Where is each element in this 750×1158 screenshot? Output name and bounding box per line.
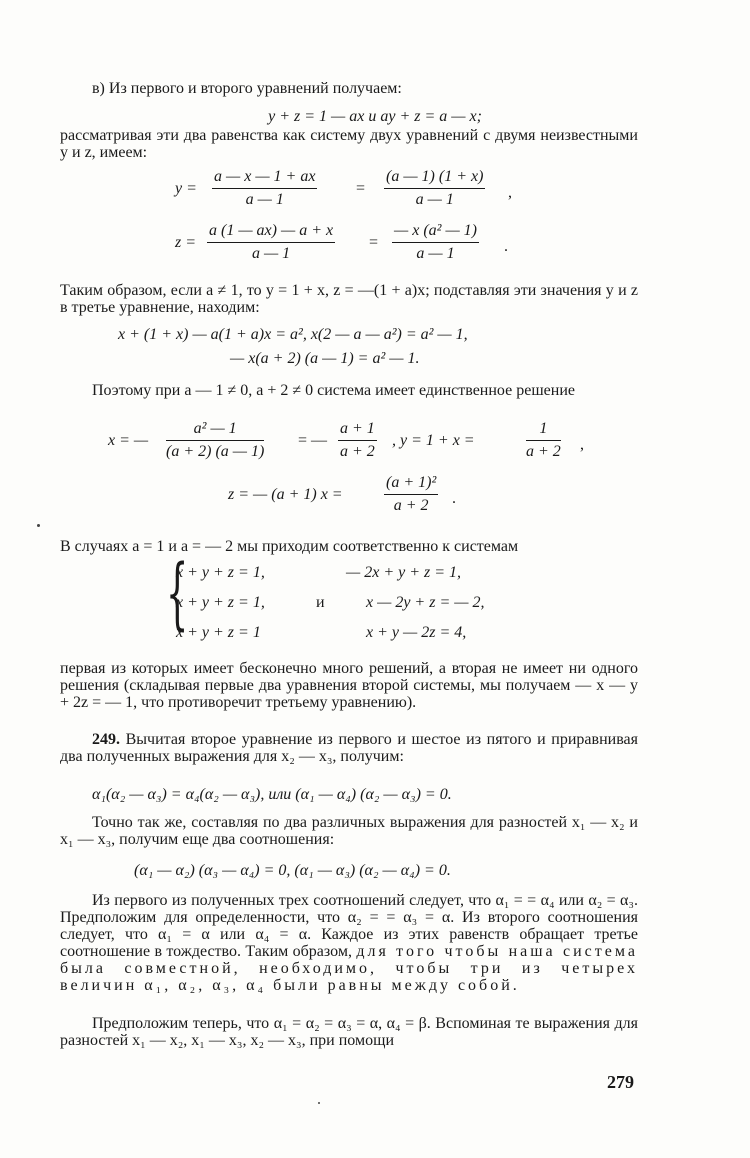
equation-alpha-2: (α₁ — α₂) (α₃ — α₄) = 0, (α₁ — α₃) (α₂ — α₄) = 0. [134, 862, 451, 879]
system-right-row: x + y — 2z = 4, [366, 624, 467, 641]
equation-sub-1: x + (1 + x) — a(1 + a)x = a², x(2 — a — a²) = a² — 1, [118, 326, 468, 343]
fraction [166, 420, 264, 461]
numerator: 1 [526, 420, 561, 441]
equation-yz: y + z = 1 — ax и ay + z = a — x; [268, 108, 482, 125]
system-right-row: — 2x + y + z = 1, [346, 564, 462, 581]
denominator: a + 2 [526, 443, 561, 460]
system-right-row: x — 2y + z = — 2, [366, 594, 485, 611]
fraction [338, 420, 377, 461]
paragraph-7-text: Из первого из полученных трех соотношений следует, что α₁ = = α₄ или α₂ = α₃. Предположим для определенности, что α₂ = = α₃ = α. Из второго соотношения следует, что α₁ = α или α₄ = α. Каждое из этих равенств обращает третье соотношение в тождество. Таким образом, [60, 892, 638, 960]
paragraph-4: В случаях a = 1 и a = — 2 мы приходим соответственно к системам [60, 538, 519, 555]
numerator: a — x — 1 + ax [212, 168, 317, 189]
item-label: в) [92, 80, 105, 97]
fraction [207, 222, 335, 263]
paragraph-6: Точно так же, составляя по два различных выражения для разностей x₁ — x₂ и x₁ — x₃, получим еще два соотношения: [60, 814, 638, 848]
fraction [526, 420, 561, 461]
equals-sign: = [356, 180, 366, 197]
denominator: a + 2 [393, 497, 429, 514]
paragraph-8: Предположим теперь, что α₁ = α₂ = α₃ = α, α₄ = β. Вспоминая те выражения для разностей x₁ — x₂, x₁ — x₃, x₂ — x₃, при помощи [60, 1015, 638, 1049]
equals-minus: = — [298, 432, 328, 449]
intro-text: Из первого и второго уравнений получаем: [108, 80, 402, 97]
denominator: (a + 2) (a — 1) [166, 443, 265, 460]
y-expression: , y = 1 + x = [392, 432, 475, 449]
numerator: a + 1 [338, 420, 377, 441]
paragraph-1: рассматривая эти два равенства как систему двух уравнений с двумя неизвестными y и z, имеем: [60, 127, 638, 161]
fraction [384, 474, 438, 515]
comma: , [508, 184, 512, 201]
equation-alpha-1: α₁(α₂ — α₃) = α₄(α₂ — α₃), или (α₁ — α₄) (α₂ — α₃) = 0. [92, 786, 452, 803]
equals-sign: = [369, 234, 379, 251]
numerator: (a + 1)² [384, 474, 438, 495]
problem-249 [60, 731, 638, 765]
problem-number: 249. [92, 731, 120, 748]
system-left-row: x + y + z = 1, [176, 564, 265, 581]
denominator: a — 1 [416, 245, 455, 262]
fraction [392, 222, 479, 263]
system-left-row: x + y + z = 1 [176, 624, 261, 641]
period: . [504, 238, 508, 255]
numerator: a² — 1 [166, 420, 264, 441]
eq-x-lhs: x = — [108, 432, 149, 449]
numerator: (a — 1) (1 + x) [384, 168, 485, 189]
paragraph-7-spaced: для того чтобы наша система была совместной, необходимо, чтобы три из четырех величин α₁, α₂, α₃, α₄ были равны между собой. [60, 943, 638, 994]
denominator: a — 1 [415, 191, 454, 208]
paragraph-3: Поэтому при a — 1 ≠ 0, a + 2 ≠ 0 система имеет единственное решение [92, 382, 575, 399]
eq-z2-lhs: z = — (a + 1) x = [228, 486, 343, 503]
problem-text: Вычитая второе уравнение из первого и шестое из пятого и приравнивая два полученных выражения для x₂ — x₃, получим: [60, 731, 639, 765]
fraction [384, 168, 485, 209]
stray-mark [318, 1102, 320, 1104]
denominator: a — 1 [245, 191, 284, 208]
stray-mark [37, 524, 40, 527]
denominator: a — 1 [251, 245, 291, 262]
system-left-row: x + y + z = 1, [176, 594, 265, 611]
connector-word: и [316, 594, 325, 611]
denominator: a + 2 [340, 443, 375, 460]
eq-y-lhs: y = [175, 180, 197, 197]
paragraph-7 [60, 892, 638, 994]
paragraph-5: первая из которых имеет бесконечно много решений, а вторая не имеет ни одного решения (складывая первые два уравнения второй системы, мы получаем — x — y + 2z = — 1, что противоречит третьему уравнению). [60, 660, 638, 711]
fraction [212, 168, 317, 209]
equation-sub-2: — x(a + 2) (a — 1) = a² — 1. [230, 350, 420, 367]
numerator: — x (a² — 1) [392, 222, 479, 243]
paragraph-2: Таким образом, если a ≠ 1, то y = 1 + x, z = —(1 + a)x; подставляя эти значения y и z в третье уравнение, находим: [60, 282, 638, 316]
comma: , [580, 436, 584, 453]
period: . [452, 490, 456, 507]
page-number: 279 [607, 1072, 634, 1092]
intro-line [92, 80, 402, 98]
left-brace: { [166, 549, 189, 639]
numerator: a (1 — ax) — a + x [207, 222, 335, 243]
eq-z-lhs: z = [175, 234, 197, 251]
